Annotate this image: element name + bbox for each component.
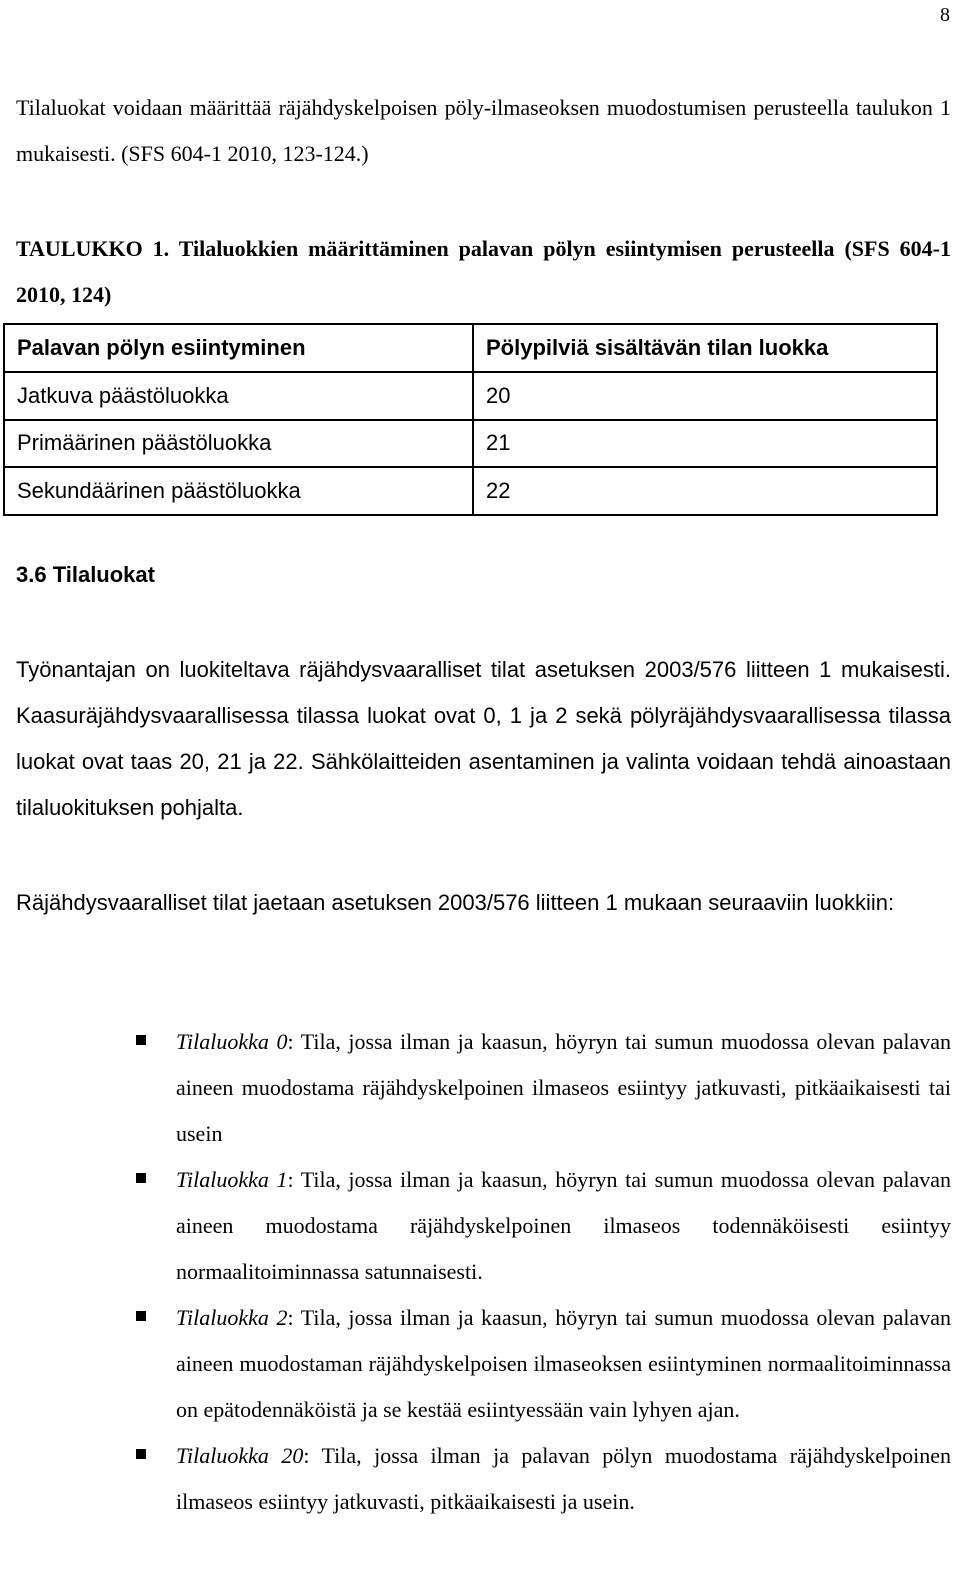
zone-term: Tilaluokka 0 [176,1029,288,1054]
table-cell: Sekundäärinen päästöluokka [4,467,473,515]
list-item [0,1157,951,1295]
zone-list [0,1019,951,1525]
table-row [4,467,937,515]
page-number: 8 [940,4,950,26]
table-caption: TAULUKKO 1. Tilaluokkien määrittäminen palavan pölyn esiintymisen perusteella (SFS 604-1 2010, 124) [16,236,951,307]
table-header-cell: Pölypilviä sisältävän tilan luokka [473,324,937,372]
zone-term: Tilaluokka 20 [176,1443,304,1468]
table-cell: Primäärinen päästöluokka [4,420,473,468]
dust-zone-table [3,323,938,516]
table-header-cell: Palavan pölyn esiintyminen [4,324,473,372]
zone-description: : Tila, jossa ilman ja palavan pölyn muodostama räjähdyskelpoinen ilmaseos esiintyy jatkuvasti, pitkäaikaisesti ja usein. [176,1443,952,1514]
list-item [0,1295,951,1433]
list-item [0,1433,951,1525]
zone-description: : Tila, jossa ilman ja kaasun, höyryn tai sumun muodossa olevan palavan aineen muodostama räjähdyskelpoinen ilmaseos todennäköisesti esiintyy normaalitoiminnassa satunnaisesti. [176,1167,952,1284]
square-bullet-icon [136,1449,146,1459]
table-cell: 20 [473,372,937,420]
zone-term: Tilaluokka 2 [176,1305,288,1330]
zone-description: : Tila, jossa ilman ja kaasun, höyryn tai sumun muodossa olevan palavan aineen muodostama räjähdyskelpoinen ilmaseos esiintyy jatkuvasti, pitkäaikaisesti tai usein [176,1029,952,1146]
table-cell: 22 [473,467,937,515]
square-bullet-icon [136,1035,146,1045]
table-cell: Jatkuva päästöluokka [4,372,473,420]
zone-description: : Tila, jossa ilman ja kaasun, höyryn tai sumun muodossa olevan palavan aineen muodostaman räjähdyskelpoisen ilmaseoksen esiintyminen normaalitoiminnassa on epätodennäköistä ja se kestää esiintyessään vain lyhyen ajan. [176,1305,952,1422]
table-cell: 21 [473,420,937,468]
table-row [4,372,937,420]
paragraph-classification: Työnantajan on luokiteltava räjähdysvaaralliset tilat asetuksen 2003/576 liitteen 1 mukaisesti. Kaasuräjähdysvaarallisessa tilassa luokat ovat 0, 1 ja 2 sekä pölyräjähdysvaarallisessa tilassa luokat ovat taas 20, 21 ja 22. Sähkölaitteiden asentaminen ja valinta voidaan tehdä ainoastaan tilaluokituksen pohjalta. [16,657,951,820]
table-row [4,420,937,468]
table-header-row [4,324,937,372]
zone-term: Tilaluokka 1 [176,1167,288,1192]
intro-paragraph: Tilaluokat voidaan määrittää räjähdyskelpoisen pöly-ilmaseoksen muodostumisen perusteella taulukon 1 mukaisesti. (SFS 604-1 2010, 123-124.) [16,95,951,166]
paragraph-zones-intro: Räjähdysvaaralliset tilat jaetaan asetuksen 2003/576 liitteen 1 mukaan seuraaviin luokkiin: [16,890,895,915]
section-heading: 3.6 Tilaluokat [16,562,155,587]
square-bullet-icon [136,1311,146,1321]
list-item [0,1019,951,1157]
square-bullet-icon [136,1173,146,1183]
